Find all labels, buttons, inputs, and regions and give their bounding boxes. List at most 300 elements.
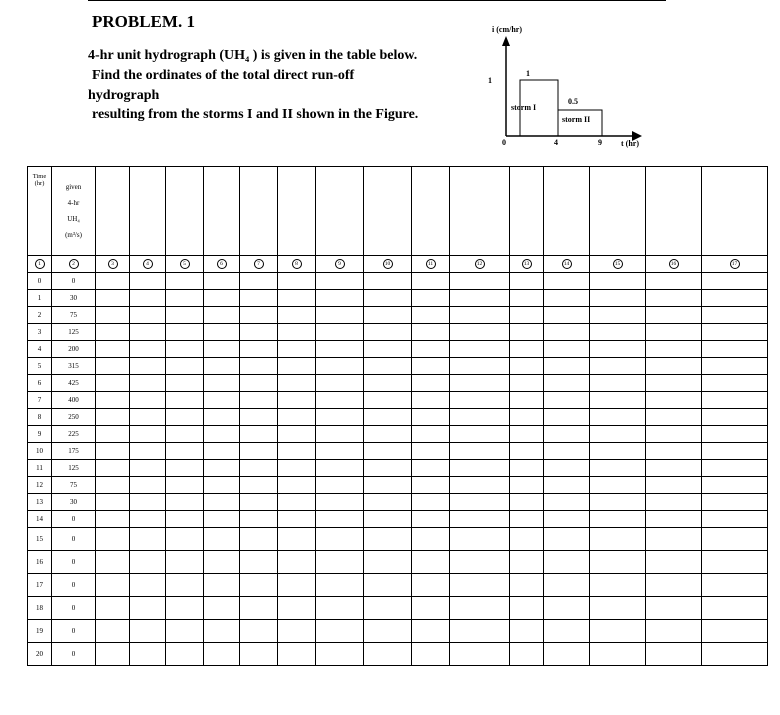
empty-cell[interactable] [702,273,768,290]
empty-header-cell[interactable] [510,167,544,256]
empty-cell[interactable] [646,273,702,290]
empty-cell[interactable] [130,273,166,290]
empty-cell[interactable] [204,273,240,290]
empty-cell[interactable] [130,511,166,528]
empty-cell[interactable] [364,460,412,477]
empty-cell[interactable] [544,375,590,392]
empty-cell[interactable] [412,375,450,392]
empty-cell[interactable] [130,643,166,666]
empty-cell[interactable] [204,597,240,620]
empty-cell[interactable] [96,375,130,392]
empty-cell[interactable] [510,341,544,358]
empty-cell[interactable] [364,358,412,375]
empty-cell[interactable] [204,477,240,494]
empty-cell[interactable] [590,528,646,551]
empty-cell[interactable] [544,511,590,528]
empty-cell[interactable] [130,375,166,392]
empty-cell[interactable] [316,511,364,528]
empty-cell[interactable] [204,494,240,511]
empty-cell[interactable] [166,392,204,409]
empty-cell[interactable] [96,551,130,574]
empty-cell[interactable] [316,341,364,358]
empty-cell[interactable] [96,273,130,290]
empty-cell[interactable] [278,494,316,511]
empty-cell[interactable] [364,324,412,341]
empty-cell[interactable] [646,477,702,494]
empty-cell[interactable] [702,551,768,574]
empty-cell[interactable] [412,597,450,620]
empty-cell[interactable] [96,528,130,551]
empty-cell[interactable] [130,494,166,511]
empty-cell[interactable] [240,358,278,375]
empty-cell[interactable] [364,528,412,551]
empty-cell[interactable] [450,409,510,426]
empty-cell[interactable] [450,392,510,409]
empty-cell[interactable] [510,494,544,511]
empty-cell[interactable] [96,324,130,341]
empty-cell[interactable] [316,324,364,341]
empty-header-cell[interactable] [702,167,768,256]
empty-cell[interactable] [364,409,412,426]
empty-cell[interactable] [240,341,278,358]
empty-cell[interactable] [240,574,278,597]
empty-cell[interactable] [364,551,412,574]
empty-cell[interactable] [204,426,240,443]
empty-cell[interactable] [702,375,768,392]
empty-cell[interactable] [412,620,450,643]
empty-cell[interactable] [316,597,364,620]
empty-cell[interactable] [96,574,130,597]
empty-cell[interactable] [450,443,510,460]
empty-header-cell[interactable] [166,167,204,256]
empty-cell[interactable] [702,643,768,666]
empty-cell[interactable] [364,375,412,392]
empty-cell[interactable] [412,426,450,443]
empty-cell[interactable] [240,477,278,494]
empty-cell[interactable] [278,443,316,460]
empty-cell[interactable] [166,358,204,375]
empty-cell[interactable] [364,443,412,460]
empty-cell[interactable] [646,426,702,443]
empty-cell[interactable] [646,511,702,528]
empty-cell[interactable] [364,620,412,643]
empty-header-cell[interactable] [364,167,412,256]
empty-cell[interactable] [316,426,364,443]
empty-cell[interactable] [240,494,278,511]
empty-cell[interactable] [646,375,702,392]
empty-cell[interactable] [278,324,316,341]
empty-cell[interactable] [702,324,768,341]
empty-cell[interactable] [412,494,450,511]
empty-cell[interactable] [450,460,510,477]
empty-cell[interactable] [278,574,316,597]
empty-cell[interactable] [240,551,278,574]
empty-cell[interactable] [590,551,646,574]
empty-cell[interactable] [510,358,544,375]
empty-cell[interactable] [646,324,702,341]
empty-cell[interactable] [240,620,278,643]
empty-cell[interactable] [510,443,544,460]
empty-cell[interactable] [278,358,316,375]
empty-cell[interactable] [278,341,316,358]
empty-cell[interactable] [166,375,204,392]
empty-cell[interactable] [646,460,702,477]
empty-cell[interactable] [646,551,702,574]
empty-cell[interactable] [96,426,130,443]
empty-cell[interactable] [166,511,204,528]
empty-cell[interactable] [590,392,646,409]
empty-cell[interactable] [590,375,646,392]
empty-cell[interactable] [364,597,412,620]
empty-cell[interactable] [646,358,702,375]
empty-cell[interactable] [544,477,590,494]
empty-cell[interactable] [316,494,364,511]
empty-cell[interactable] [240,409,278,426]
empty-cell[interactable] [590,324,646,341]
empty-cell[interactable] [450,511,510,528]
empty-cell[interactable] [278,290,316,307]
empty-cell[interactable] [510,511,544,528]
empty-cell[interactable] [702,528,768,551]
empty-cell[interactable] [510,460,544,477]
empty-cell[interactable] [412,307,450,324]
empty-cell[interactable] [316,477,364,494]
empty-cell[interactable] [204,341,240,358]
empty-cell[interactable] [590,273,646,290]
empty-cell[interactable] [96,620,130,643]
empty-cell[interactable] [590,307,646,324]
empty-cell[interactable] [166,426,204,443]
empty-header-cell[interactable] [240,167,278,256]
empty-cell[interactable] [590,511,646,528]
empty-cell[interactable] [702,341,768,358]
empty-cell[interactable] [702,620,768,643]
empty-cell[interactable] [544,290,590,307]
empty-cell[interactable] [166,477,204,494]
empty-cell[interactable] [510,574,544,597]
empty-cell[interactable] [96,511,130,528]
empty-cell[interactable] [130,443,166,460]
empty-cell[interactable] [702,511,768,528]
empty-cell[interactable] [590,477,646,494]
empty-cell[interactable] [166,324,204,341]
empty-cell[interactable] [544,426,590,443]
empty-cell[interactable] [96,443,130,460]
empty-cell[interactable] [412,643,450,666]
empty-cell[interactable] [316,574,364,597]
empty-cell[interactable] [278,511,316,528]
empty-header-cell[interactable] [96,167,130,256]
empty-cell[interactable] [702,574,768,597]
empty-cell[interactable] [278,307,316,324]
empty-cell[interactable] [166,494,204,511]
empty-header-cell[interactable] [204,167,240,256]
empty-cell[interactable] [702,358,768,375]
empty-cell[interactable] [130,597,166,620]
empty-cell[interactable] [450,528,510,551]
empty-cell[interactable] [316,460,364,477]
empty-cell[interactable] [96,290,130,307]
empty-cell[interactable] [278,409,316,426]
empty-cell[interactable] [96,392,130,409]
empty-cell[interactable] [590,409,646,426]
empty-cell[interactable] [316,375,364,392]
empty-cell[interactable] [96,477,130,494]
empty-cell[interactable] [510,551,544,574]
empty-cell[interactable] [702,460,768,477]
empty-cell[interactable] [450,273,510,290]
empty-cell[interactable] [412,409,450,426]
empty-cell[interactable] [130,307,166,324]
empty-cell[interactable] [646,341,702,358]
empty-cell[interactable] [316,409,364,426]
empty-cell[interactable] [702,426,768,443]
empty-cell[interactable] [544,324,590,341]
empty-cell[interactable] [204,443,240,460]
empty-cell[interactable] [544,643,590,666]
empty-cell[interactable] [278,551,316,574]
empty-cell[interactable] [412,341,450,358]
empty-cell[interactable] [204,392,240,409]
empty-cell[interactable] [450,375,510,392]
empty-cell[interactable] [544,494,590,511]
empty-cell[interactable] [130,341,166,358]
empty-cell[interactable] [278,460,316,477]
empty-cell[interactable] [590,597,646,620]
empty-cell[interactable] [204,528,240,551]
empty-cell[interactable] [544,307,590,324]
empty-cell[interactable] [240,375,278,392]
empty-cell[interactable] [702,477,768,494]
empty-cell[interactable] [544,273,590,290]
empty-cell[interactable] [96,341,130,358]
empty-cell[interactable] [412,477,450,494]
empty-cell[interactable] [166,273,204,290]
empty-cell[interactable] [544,597,590,620]
empty-cell[interactable] [316,443,364,460]
empty-cell[interactable] [240,392,278,409]
empty-cell[interactable] [96,597,130,620]
empty-cell[interactable] [450,324,510,341]
empty-cell[interactable] [166,528,204,551]
empty-cell[interactable] [450,574,510,597]
empty-cell[interactable] [278,643,316,666]
empty-cell[interactable] [590,460,646,477]
empty-cell[interactable] [316,528,364,551]
empty-header-cell[interactable] [450,167,510,256]
empty-cell[interactable] [96,307,130,324]
empty-cell[interactable] [278,620,316,643]
empty-cell[interactable] [510,643,544,666]
empty-cell[interactable] [316,620,364,643]
empty-cell[interactable] [510,290,544,307]
empty-cell[interactable] [450,551,510,574]
empty-cell[interactable] [450,597,510,620]
empty-header-cell[interactable] [130,167,166,256]
empty-cell[interactable] [544,574,590,597]
empty-cell[interactable] [544,460,590,477]
empty-cell[interactable] [316,551,364,574]
empty-cell[interactable] [130,426,166,443]
empty-cell[interactable] [412,551,450,574]
empty-cell[interactable] [544,358,590,375]
empty-header-cell[interactable] [646,167,702,256]
empty-cell[interactable] [702,494,768,511]
empty-cell[interactable] [130,477,166,494]
empty-cell[interactable] [364,307,412,324]
empty-cell[interactable] [590,620,646,643]
empty-cell[interactable] [240,643,278,666]
empty-cell[interactable] [166,290,204,307]
empty-cell[interactable] [544,528,590,551]
empty-cell[interactable] [450,341,510,358]
empty-cell[interactable] [364,273,412,290]
empty-cell[interactable] [364,643,412,666]
empty-cell[interactable] [412,273,450,290]
empty-cell[interactable] [544,620,590,643]
empty-cell[interactable] [590,574,646,597]
empty-cell[interactable] [204,511,240,528]
empty-cell[interactable] [166,620,204,643]
empty-cell[interactable] [702,290,768,307]
empty-cell[interactable] [364,392,412,409]
empty-cell[interactable] [450,477,510,494]
empty-cell[interactable] [412,324,450,341]
empty-cell[interactable] [240,324,278,341]
empty-cell[interactable] [204,290,240,307]
empty-cell[interactable] [240,511,278,528]
empty-cell[interactable] [204,307,240,324]
empty-cell[interactable] [590,494,646,511]
empty-cell[interactable] [278,528,316,551]
empty-cell[interactable] [130,290,166,307]
empty-cell[interactable] [130,460,166,477]
empty-cell[interactable] [412,392,450,409]
empty-cell[interactable] [450,426,510,443]
empty-cell[interactable] [278,426,316,443]
empty-cell[interactable] [166,341,204,358]
empty-cell[interactable] [278,392,316,409]
empty-cell[interactable] [204,460,240,477]
empty-cell[interactable] [166,443,204,460]
empty-cell[interactable] [450,290,510,307]
empty-cell[interactable] [316,273,364,290]
empty-cell[interactable] [646,620,702,643]
empty-cell[interactable] [510,392,544,409]
empty-cell[interactable] [412,290,450,307]
empty-cell[interactable] [364,574,412,597]
empty-cell[interactable] [166,460,204,477]
empty-cell[interactable] [166,551,204,574]
empty-cell[interactable] [364,426,412,443]
empty-cell[interactable] [544,409,590,426]
empty-cell[interactable] [510,307,544,324]
empty-cell[interactable] [412,528,450,551]
empty-cell[interactable] [702,307,768,324]
empty-cell[interactable] [590,643,646,666]
empty-cell[interactable] [204,324,240,341]
empty-cell[interactable] [646,443,702,460]
empty-cell[interactable] [130,551,166,574]
empty-cell[interactable] [130,574,166,597]
empty-cell[interactable] [450,643,510,666]
empty-cell[interactable] [204,551,240,574]
empty-cell[interactable] [544,551,590,574]
empty-cell[interactable] [316,358,364,375]
empty-cell[interactable] [646,597,702,620]
empty-cell[interactable] [510,273,544,290]
empty-cell[interactable] [646,528,702,551]
empty-cell[interactable] [130,392,166,409]
empty-cell[interactable] [278,477,316,494]
empty-cell[interactable] [130,620,166,643]
empty-cell[interactable] [702,392,768,409]
empty-cell[interactable] [316,392,364,409]
empty-cell[interactable] [316,643,364,666]
empty-cell[interactable] [364,511,412,528]
empty-cell[interactable] [412,443,450,460]
empty-cell[interactable] [166,643,204,666]
empty-cell[interactable] [412,358,450,375]
empty-cell[interactable] [316,290,364,307]
empty-cell[interactable] [96,460,130,477]
empty-cell[interactable] [364,290,412,307]
empty-cell[interactable] [130,528,166,551]
empty-cell[interactable] [510,477,544,494]
empty-cell[interactable] [204,574,240,597]
empty-cell[interactable] [412,511,450,528]
empty-cell[interactable] [510,409,544,426]
empty-cell[interactable] [590,426,646,443]
empty-cell[interactable] [450,620,510,643]
empty-cell[interactable] [166,307,204,324]
empty-cell[interactable] [510,324,544,341]
empty-cell[interactable] [510,528,544,551]
empty-cell[interactable] [278,597,316,620]
empty-cell[interactable] [204,643,240,666]
empty-cell[interactable] [590,290,646,307]
empty-cell[interactable] [646,494,702,511]
empty-cell[interactable] [364,341,412,358]
empty-cell[interactable] [702,409,768,426]
empty-cell[interactable] [412,574,450,597]
empty-cell[interactable] [316,307,364,324]
empty-cell[interactable] [646,574,702,597]
empty-cell[interactable] [702,443,768,460]
empty-cell[interactable] [364,494,412,511]
empty-cell[interactable] [450,494,510,511]
empty-cell[interactable] [204,358,240,375]
empty-cell[interactable] [702,597,768,620]
empty-cell[interactable] [166,597,204,620]
empty-cell[interactable] [96,358,130,375]
empty-cell[interactable] [96,409,130,426]
empty-header-cell[interactable] [278,167,316,256]
empty-cell[interactable] [646,392,702,409]
empty-cell[interactable] [130,409,166,426]
empty-cell[interactable] [240,528,278,551]
empty-cell[interactable] [590,341,646,358]
empty-cell[interactable] [510,375,544,392]
empty-cell[interactable] [204,620,240,643]
empty-cell[interactable] [510,426,544,443]
empty-cell[interactable] [590,358,646,375]
empty-cell[interactable] [96,494,130,511]
empty-cell[interactable] [646,409,702,426]
empty-cell[interactable] [412,460,450,477]
empty-cell[interactable] [204,375,240,392]
empty-cell[interactable] [364,477,412,494]
